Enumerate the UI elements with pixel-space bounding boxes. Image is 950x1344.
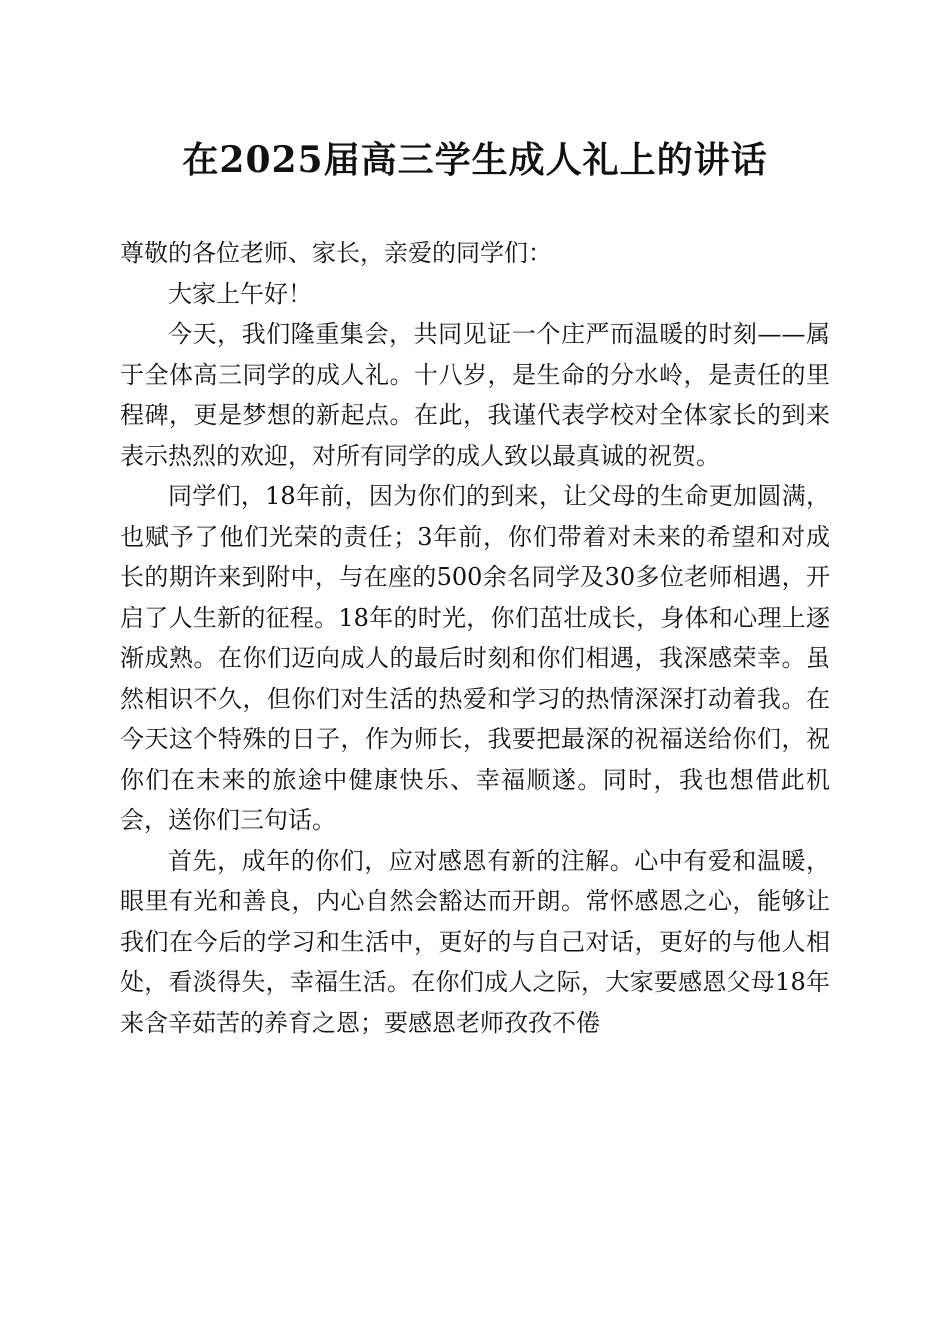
paragraph-opening: 今天，我们隆重集会，共同见证一个庄严而温暖的时刻——属于全体高三同学的成人礼。十八岁，是生命的分水岭，是责任的里程碑，更是梦想的新起点。在此，我谨代表学校对全体家长的到来表示热烈的欢迎，对所有同学的成人致以最真诚的祝贺。	[120, 320, 830, 470]
paragraph-reflection: 同学们，18年前，因为你们的到来，让父母的生命更加圆满，也赋予了他们光荣的责任；3年前，你们带着对未来的希望和对成长的期许来到附中，与在座的500余名同学及30多位老师相遇，开启了人生新的征程。18年的时光，你们茁壮成长，身体和心理上逐渐成熟。在你们迈向成人的最后时刻和你们相遇，我深感荣幸。虽然相识不久，但你们对生活的热爱和学习的热情深深打动着我。在今天这个特殊的日子，作为师长，我要把最深的祝福送给你们，祝你们在未来的旅途中健康快乐、幸福顺遂。同时，我也想借此机会，送你们三句话。	[120, 482, 830, 834]
paragraph-gratitude: 首先，成年的你们，应对感恩有新的注解。心中有爱和温暖，眼里有光和善良，内心自然会豁达而开朗。常怀感恩之心，能够让我们在今后的学习和生活中，更好的与自己对话，更好的与他人相处，看淡得失，幸福生活。在你们成人之际，大家要感恩父母18年来含辛茹苦的养育之恩；要感恩老师孜孜不倦	[120, 846, 830, 1037]
document-title: 在2025届高三学生成人礼上的讲话	[182, 139, 768, 181]
paragraph-greeting: 大家上午好！	[168, 279, 312, 308]
document-body	[120, 233, 830, 1043]
salutation: 尊敬的各位老师、家长，亲爱的同学们：	[120, 239, 552, 267]
